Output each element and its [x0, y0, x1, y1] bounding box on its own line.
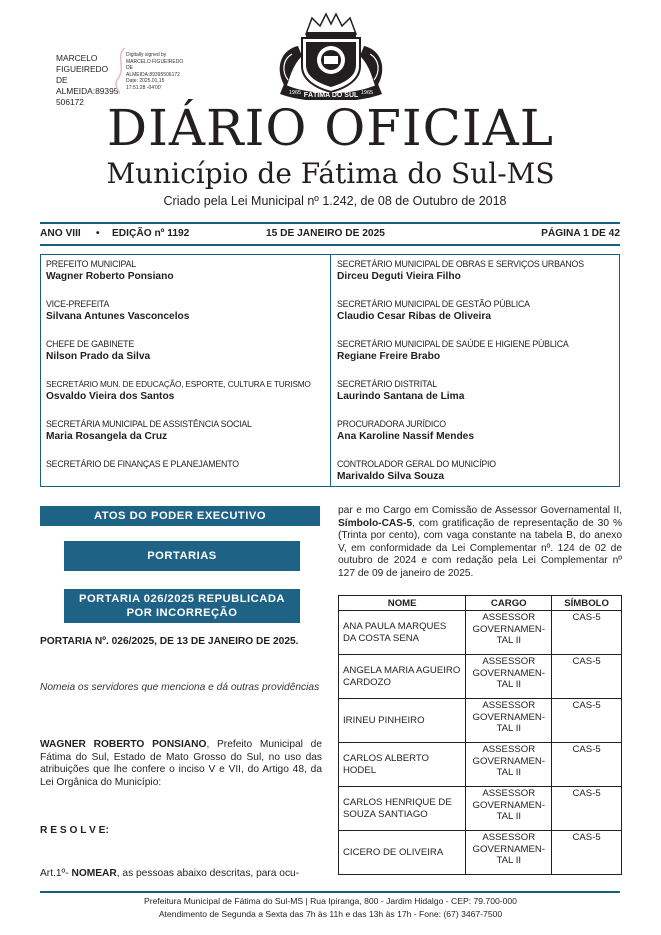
portaria-title: PORTARIA Nº. 026/2025, DE 13 DE JANEIRO DE 2025.	[40, 636, 299, 647]
table-cell-simbolo: CAS-5	[552, 655, 622, 699]
masthead-law: Criado pela Lei Municipal nº 1.242, de 08 de Outubro de 2018	[163, 194, 507, 208]
table-row	[339, 743, 622, 787]
table-row	[339, 611, 622, 655]
table-cell-cargo: ASSESSOR GOVERNAMEN-TAL II	[466, 787, 552, 831]
table-cell-nome: IRINEU PINHEIRO	[339, 699, 466, 743]
section-banner-portarias: PORTARIAS	[64, 541, 300, 571]
crest-year-left: 1965	[288, 90, 302, 96]
table-cell-simbolo: CAS-5	[552, 787, 622, 831]
article-1: Art.1º- NOMEAR, as pessoas abaixo descritas, para ocu-	[40, 868, 300, 879]
official-entry: CONTROLADOR GERAL DO MUNICÍPIO Marivaldo Silva Souza	[337, 459, 496, 482]
official-entry: SECRETÁRIO MUN. DE EDUCAÇÃO, ESPORTE, CULTURA E TURISMO Osvaldo Vieira dos Santos	[46, 379, 311, 402]
edition-rule	[40, 244, 620, 246]
official-entry: SECRETÁRIO MUNICIPAL DE SAÚDE E HIGIENE PÚBLICA Regiane Freire Brabo	[337, 339, 569, 362]
table-cell-nome: ANA PAULA MARQUES DA COSTA SENA	[339, 611, 466, 655]
section-banner-atos: ATOS DO PODER EXECUTIVO	[40, 506, 320, 526]
edition-year: ANO VIII	[40, 228, 81, 239]
edition-date: 15 DE JANEIRO DE 2025	[266, 228, 385, 239]
portaria-preamble: WAGNER ROBERTO PONSIANO, Prefeito Municipal de Fátima do Sul, Estado de Mato Grosso do Sul, no uso das atribuições que lhe confere o inciso V e VII, do Artigo 48, da Lei Orgânica do Município:	[40, 739, 322, 788]
signature-details: Digitally signed by MARCELO FIGUEIREDO DE ALMEIDA:89395506172 Date: 2025.01.15 17:51:28 -04'00'	[126, 52, 184, 91]
portaria-ementa: Nomeia os servidores que menciona e dá outras providências	[40, 682, 320, 693]
footer-hours: Atendimento de Segunda a Sexta das 7h às 11h e das 13h às 17h - Fone: (67) 3467-7500	[158, 909, 503, 919]
appointees-table	[338, 595, 622, 875]
table-header-row	[339, 596, 622, 611]
table-cell-cargo: ASSESSOR GOVERNAMEN-TAL II	[466, 611, 552, 655]
table-cell-cargo: ASSESSOR GOVERNAMEN-TAL II	[466, 699, 552, 743]
masthead-subtitle: Município de Fátima do Sul-MS	[106, 157, 555, 190]
footer-address: Prefeitura Municipal de Fátima do Sul-MS | Rua Ipiranga, 800 - Jardim Hidalgo - CEP: 79.700-000	[144, 896, 517, 906]
table-cell-nome: CICERO DE OLIVEIRA	[339, 831, 466, 875]
official-entry: SECRETÁRIA MUNICIPAL DE ASSISTÊNCIA SOCIAL Maria Rosangela da Cruz	[46, 419, 252, 442]
table-header-nome: NOME	[339, 596, 466, 611]
official-entry: PREFEITO MUNICIPAL Wagner Roberto Ponsiano	[46, 259, 174, 282]
table-row	[339, 831, 622, 875]
edition-bullet: •	[96, 228, 100, 239]
crest-year-right: 1965	[360, 90, 374, 96]
edition-page: PÁGINA 1 DE 42	[541, 228, 620, 239]
edition-number: EDIÇÃO nº 1192	[112, 228, 190, 239]
table-cell-nome: CARLOS ALBERTO HODEL	[339, 743, 466, 787]
table-cell-simbolo: CAS-5	[552, 611, 622, 655]
officials-divider	[330, 254, 331, 487]
table-cell-nome: CARLOS HENRIQUE DE SOUZA SANTIAGO	[339, 787, 466, 831]
table-cell-nome: ANGELA MARIA AGUEIRO CARDOZO	[339, 655, 466, 699]
top-rule	[40, 222, 620, 224]
crest-ribbon-text: FÁTIMA DO SUL	[303, 92, 359, 99]
table-row	[339, 699, 622, 743]
table-cell-cargo: ASSESSOR GOVERNAMEN-TAL II	[466, 655, 552, 699]
resolve-heading: R E S O L V E:	[40, 825, 109, 836]
official-entry: SECRETÁRIO MUNICIPAL DE OBRAS E SERVIÇOS URBANOS Dirceu Deguti Vieira Filho	[337, 259, 584, 282]
table-row	[339, 787, 622, 831]
official-entry: VICE-PREFEITA Silvana Antunes Vasconcelos	[46, 299, 190, 322]
table-cell-cargo: ASSESSOR GOVERNAMEN-TAL II	[466, 743, 552, 787]
official-entry: SECRETÁRIO DISTRITAL Laurindo Santana de Lima	[337, 379, 465, 402]
table-cell-simbolo: CAS-5	[552, 743, 622, 787]
section-banner-portaria-republicada: PORTARIA 026/2025 REPUBLICADA POR INCORREÇÃO	[64, 589, 300, 623]
footer-rule	[40, 891, 620, 893]
official-entry: CHEFE DE GABINETE Nilson Prado da Silva	[46, 339, 151, 362]
official-entry: SECRETÁRIO MUNICIPAL DE GESTÃO PÚBLICA Claudio Cesar Ribas de Oliveira	[337, 299, 530, 322]
official-entry: SECRETÁRIO DE FINANÇAS E PLANEJAMENTO	[46, 459, 239, 469]
article-1-continuation: par e mo Cargo em Comissão de Assessor Governamental II, Símbolo-CAS-5, com gratificação de representação de 30 % (Trinta por cento), com vaga constante na tabela B, do anexo V, em conformidade da Lei Complementar nº. 124 de 02 de outubro de 2024 e com redação pela Lei Complementar nº 127 de 09 de janeiro de 2025.	[338, 505, 622, 579]
masthead-title: DIÁRIO OFICIAL	[107, 99, 554, 157]
table-header-simbolo: SÍMBOLO	[552, 596, 622, 611]
table-cell-simbolo: CAS-5	[552, 831, 622, 875]
official-entry: PROCURADORA JURÍDICO Ana Karoline Nassif Mendes	[337, 419, 475, 442]
signature-name: MARCELO FIGUEIREDO DE ALMEIDA:89395 506172	[56, 53, 119, 107]
table-row	[339, 655, 622, 699]
table-cell-cargo: ASSESSOR GOVERNAMEN-TAL II	[466, 831, 552, 875]
table-header-cargo: CARGO	[466, 596, 552, 611]
municipal-crest-icon	[268, 10, 394, 100]
table-cell-simbolo: CAS-5	[552, 699, 622, 743]
